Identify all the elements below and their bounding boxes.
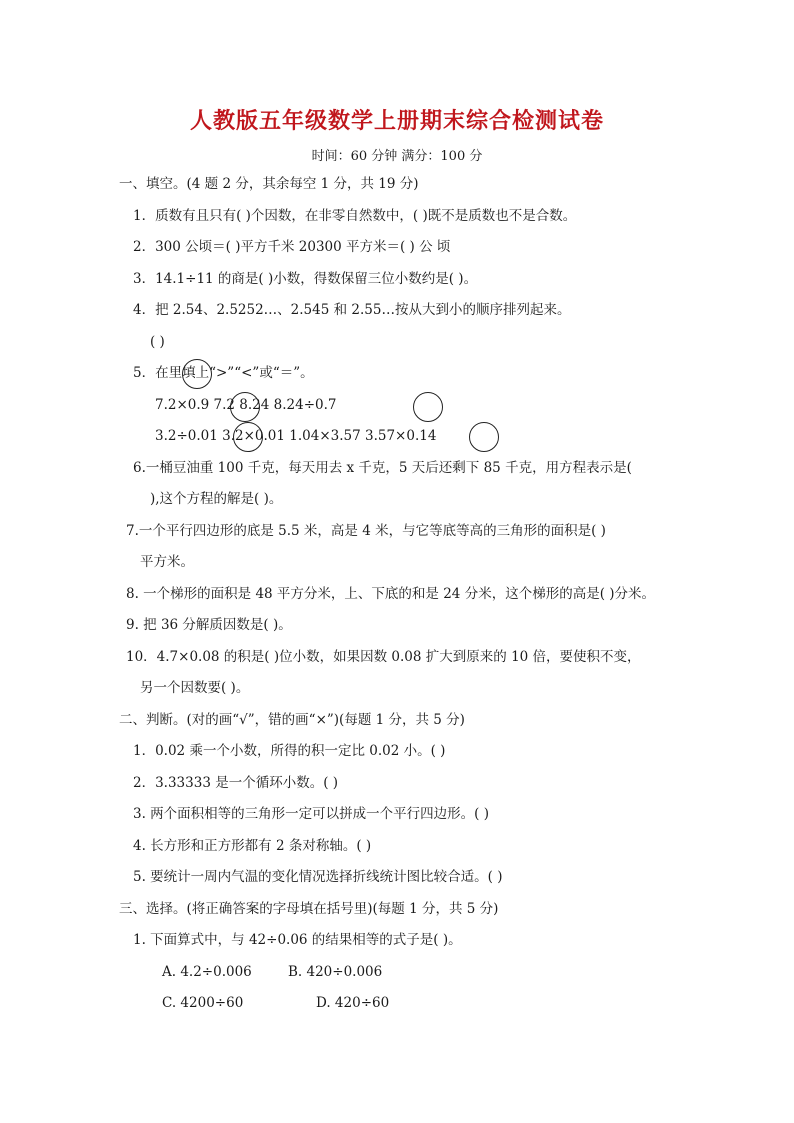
section3-heading: 三、选择。(将正确答案的字母填在括号里)(每题 1 分，共 5 分) bbox=[119, 901, 499, 917]
answer-circle bbox=[469, 422, 499, 452]
question-1-5-row-1: 7.2×0.9 7.2 8.24 8.24÷0.7 bbox=[155, 397, 337, 413]
option-d: D. 420÷60 bbox=[316, 995, 390, 1011]
question-1-5-row-2: 3.2÷0.01 3.2×0.01 1.04×3.57 3.57×0.14 bbox=[155, 428, 437, 444]
question-2-2: 2．3.33333 是一个循环小数。( ) bbox=[133, 775, 339, 791]
answer-circle bbox=[233, 422, 263, 452]
question-1-9: 9. 把 36 分解质因数是( )。 bbox=[126, 617, 292, 633]
exam-info: 时间：60 分钟 满分：100 分 bbox=[311, 149, 483, 164]
question-1-7-continued: 平方米。 bbox=[140, 554, 194, 570]
question-1-10: 10．4.7×0.08 的积是( )位小数，如果因数 0.08 扩大到原来的 10 倍，要使积不变， bbox=[126, 649, 641, 665]
question-1-5: 5．在里填上“>”“<”或“＝”。 bbox=[133, 365, 314, 381]
question-1-6-continued: ),这个方程的解是( )。 bbox=[150, 491, 283, 507]
section1-heading: 一、填空。(4 题 2 分，其余每空 1 分，共 19 分) bbox=[119, 176, 419, 192]
question-1-4: 4．把 2.54、2.5252…、2.545 和 2.55…按从大到小的顺序排列起来。 bbox=[133, 302, 571, 318]
page-title: 人教版五年级数学上册期末综合检测试卷 bbox=[189, 108, 604, 134]
question-2-4: 4. 长方形和正方形都有 2 条对称轴。( ) bbox=[133, 838, 372, 854]
question-1-4-answer-blank: ( ) bbox=[150, 334, 165, 350]
question-2-1: 1．0.02 乘一个小数，所得的积一定比 0.02 小。( ) bbox=[133, 743, 446, 759]
question-1-10-continued: 另一个因数要( )。 bbox=[140, 680, 250, 696]
section2-heading: 二、判断。(对的画“√”，错的画“×”)(每题 1 分，共 5 分) bbox=[119, 712, 465, 728]
question-1-1: 1．质数有且只有( )个因数，在非零自然数中，( )既不是质数也不是合数。 bbox=[133, 208, 577, 224]
option-c: C. 4200÷60 bbox=[162, 995, 244, 1011]
question-1-8: 8. 一个梯形的面积是 48 平方分米，上、下底的和是 24 分米，这个梯形的高是( )分米。 bbox=[126, 586, 656, 602]
answer-circle bbox=[230, 392, 260, 422]
question-1-7: 7.一个平行四边形的底是 5.5 米，高是 4 米，与它等底等高的三角形的面积是( ) bbox=[126, 523, 606, 539]
option-a: A. 4.2÷0.006 bbox=[162, 964, 252, 980]
question-1-6: 6.一桶豆油重 100 千克，每天用去 x 千克，5 天后还剩下 85 千克，用方程表示是( bbox=[133, 460, 632, 476]
question-2-5: 5. 要统计一周内气温的变化情况选择折线统计图比较合适。( ) bbox=[133, 869, 503, 885]
option-b: B. 420÷0.006 bbox=[288, 964, 383, 980]
question-3-1: 1. 下面算式中，与 42÷0.06 的结果相等的式子是( )。 bbox=[133, 932, 462, 948]
answer-circle bbox=[413, 392, 443, 422]
answer-circle bbox=[182, 359, 212, 389]
question-2-3: 3. 两个面积相等的三角形一定可以拼成一个平行四边形。( ) bbox=[133, 806, 489, 822]
question-1-3: 3．14.1÷11 的商是( )小数，得数保留三位小数约是( )。 bbox=[133, 271, 478, 287]
question-1-2: 2．300 公顷＝( )平方千米 20300 平方米＝( ) 公 顷 bbox=[133, 239, 451, 255]
